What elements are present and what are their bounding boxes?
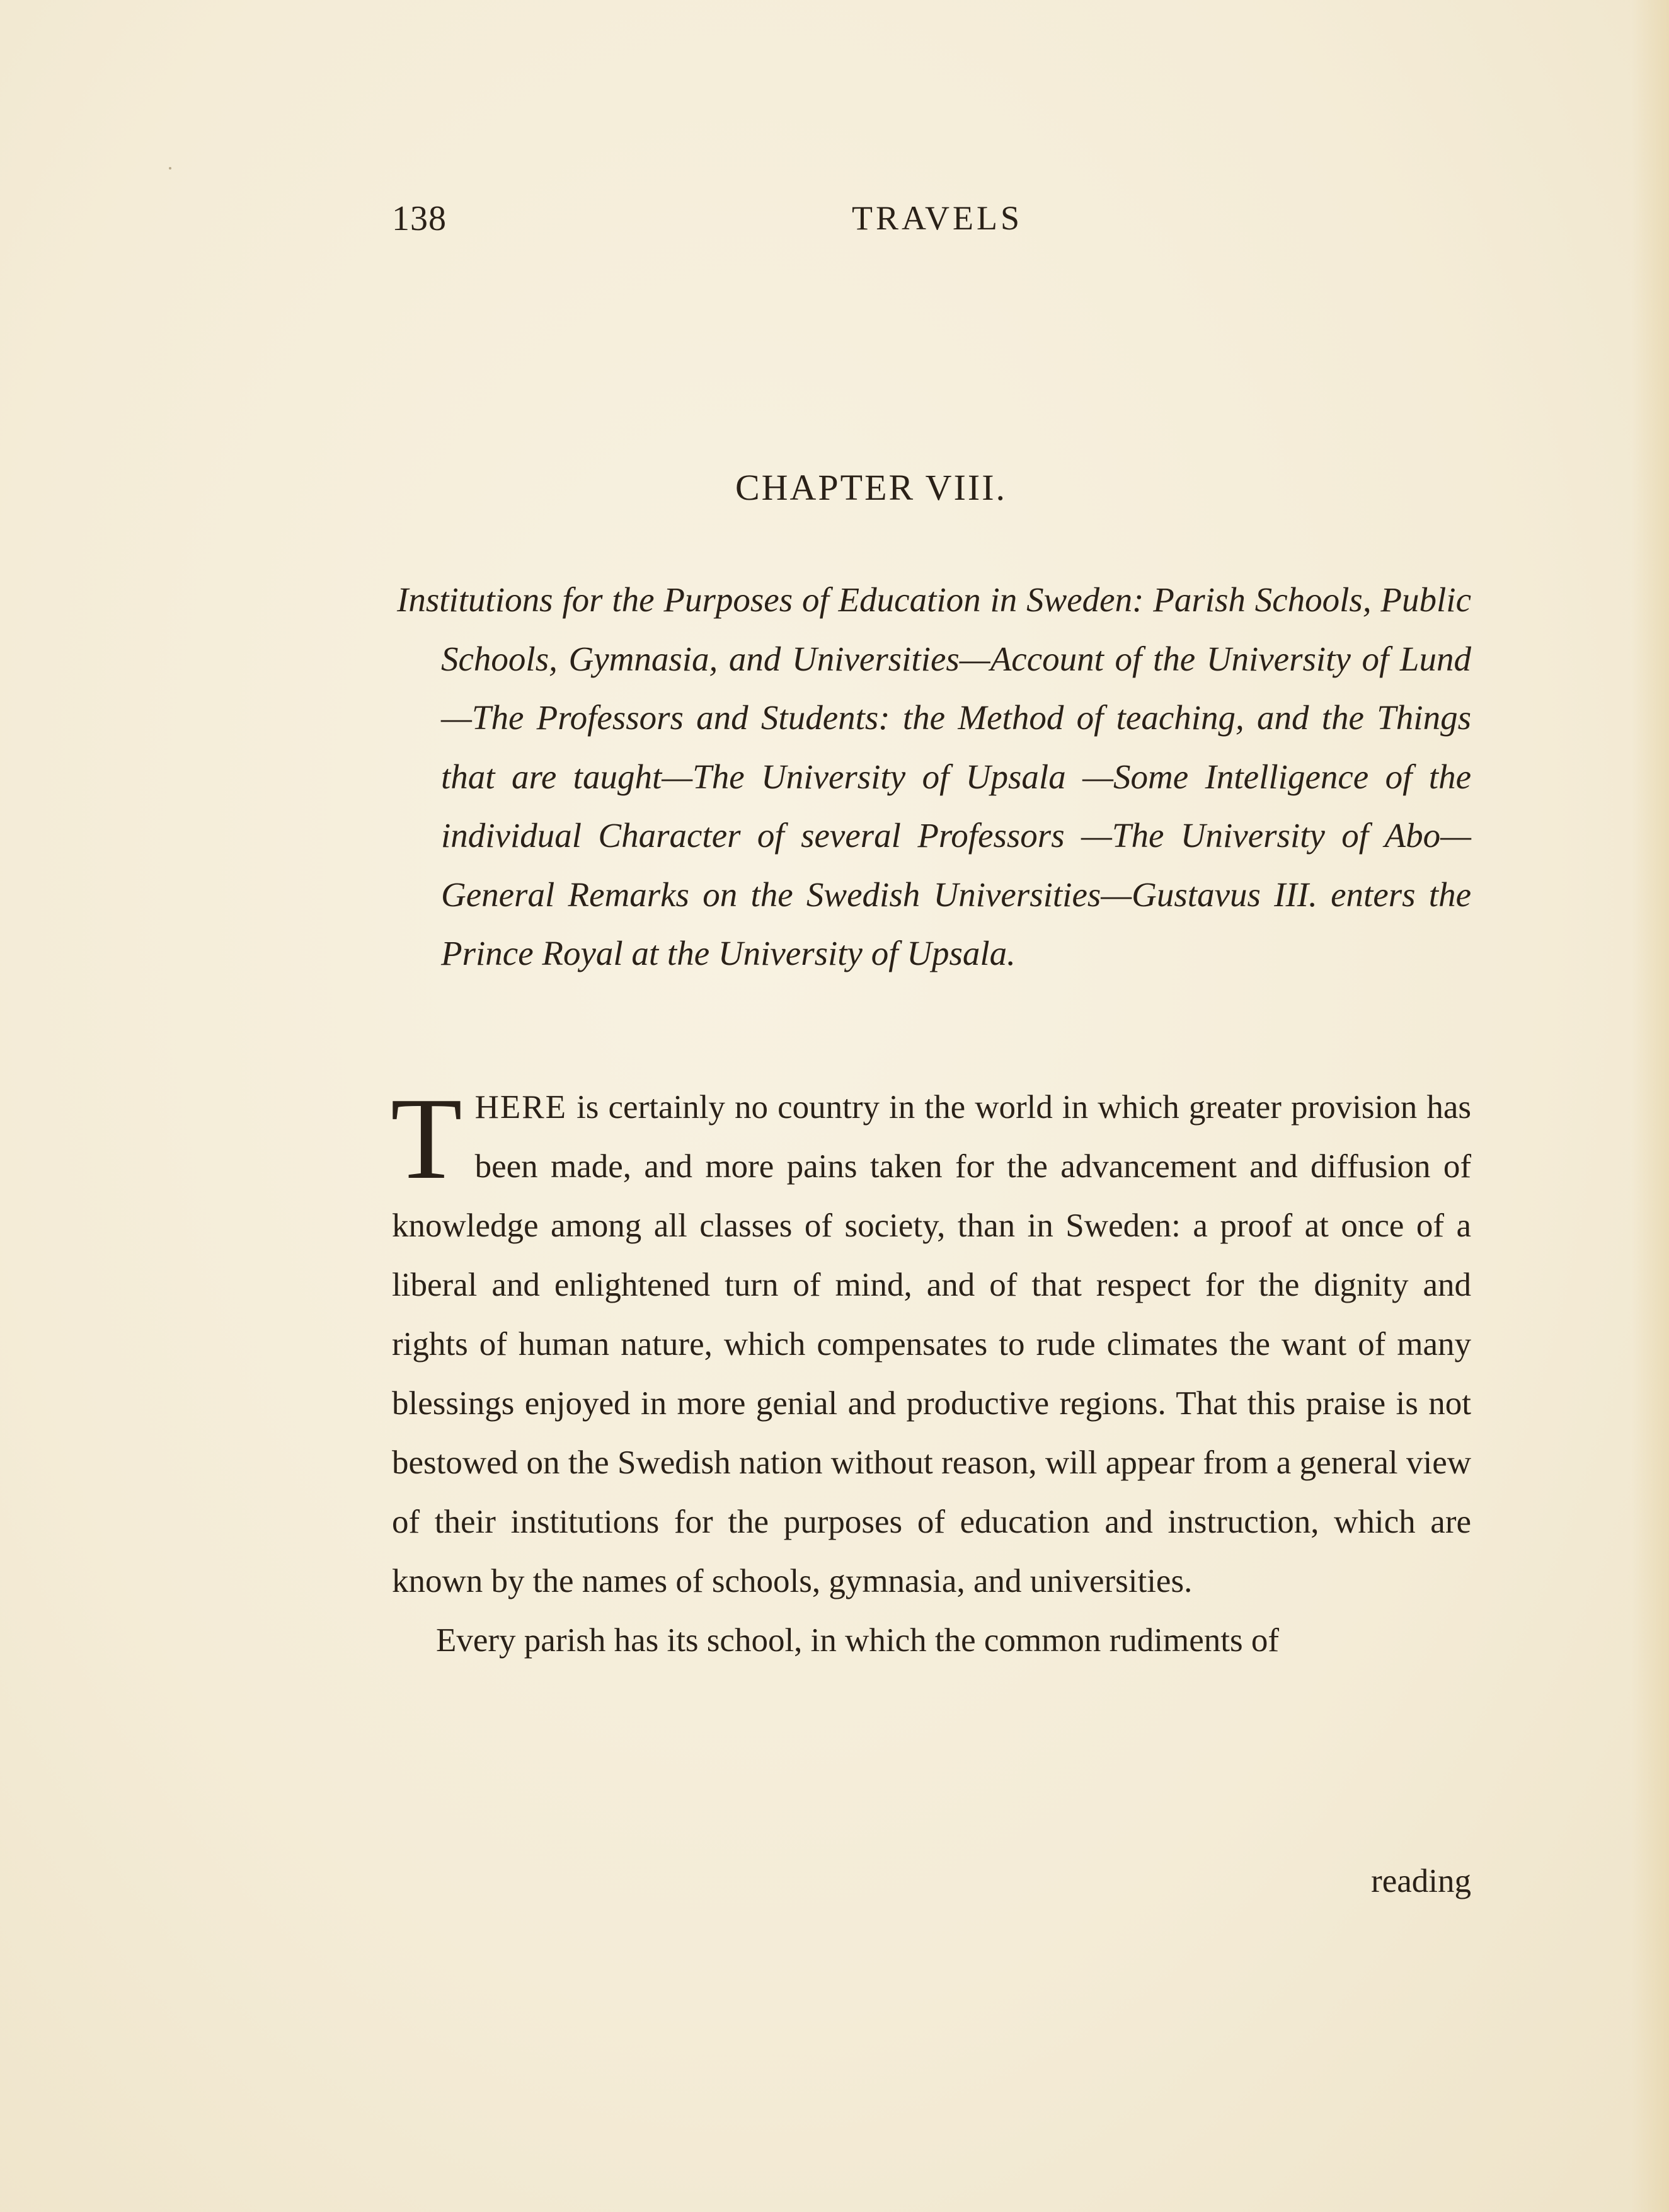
page-number: 138 <box>392 199 447 238</box>
page-header <box>0 199 1669 249</box>
chapter-heading <box>0 466 1669 509</box>
body-text <box>391 1074 1471 1670</box>
running-head: TRAVELS <box>852 199 1023 237</box>
paragraph-1-text: is certainly no country in the world in which greater provision has been made, and more pains taken for the advancement and diffusion of knowledge among all classes of society, than in Sweden: a proof at once of a liberal and enlightened turn of mind, and of that respect for the dignity and rights of human nature, which compensates to rude climates the want of many blessings enjoyed in more genial and productive regions. That this praise is not bestowed on the Swedish nation without reason, will appear from a general view of their institutions for the purposes of education and instruction, which are known by the names of schools, gymnasia, and universities. <box>392 1089 1471 1599</box>
page-edge-shadow <box>1631 0 1669 2212</box>
catchword: reading <box>1371 1863 1471 1899</box>
chapter-title: CHAPTER VIII. <box>735 467 1007 508</box>
drop-cap: T <box>391 1074 462 1204</box>
chapter-summary: Institutions for the Purposes of Education in Sweden: Parish Schools, Public Schools, Gymnasia, and Universities—Account of the University of Lund—The Professors and Students: the Method of teaching, and the Things that are taught—The University of Upsala —Some Intelligence of the individual Character of several Professors —The University of Abo—General Remarks on the Swedish Universities—Gustavus III. enters the Prince Royal at the University of Upsala. <box>397 580 1471 972</box>
first-word: HERE <box>474 1089 567 1126</box>
paper-speck <box>169 167 171 170</box>
paragraph-1 <box>391 1074 1471 1611</box>
paragraph-2: Every parish has its school, in which the common rudiments of <box>436 1622 1280 1659</box>
